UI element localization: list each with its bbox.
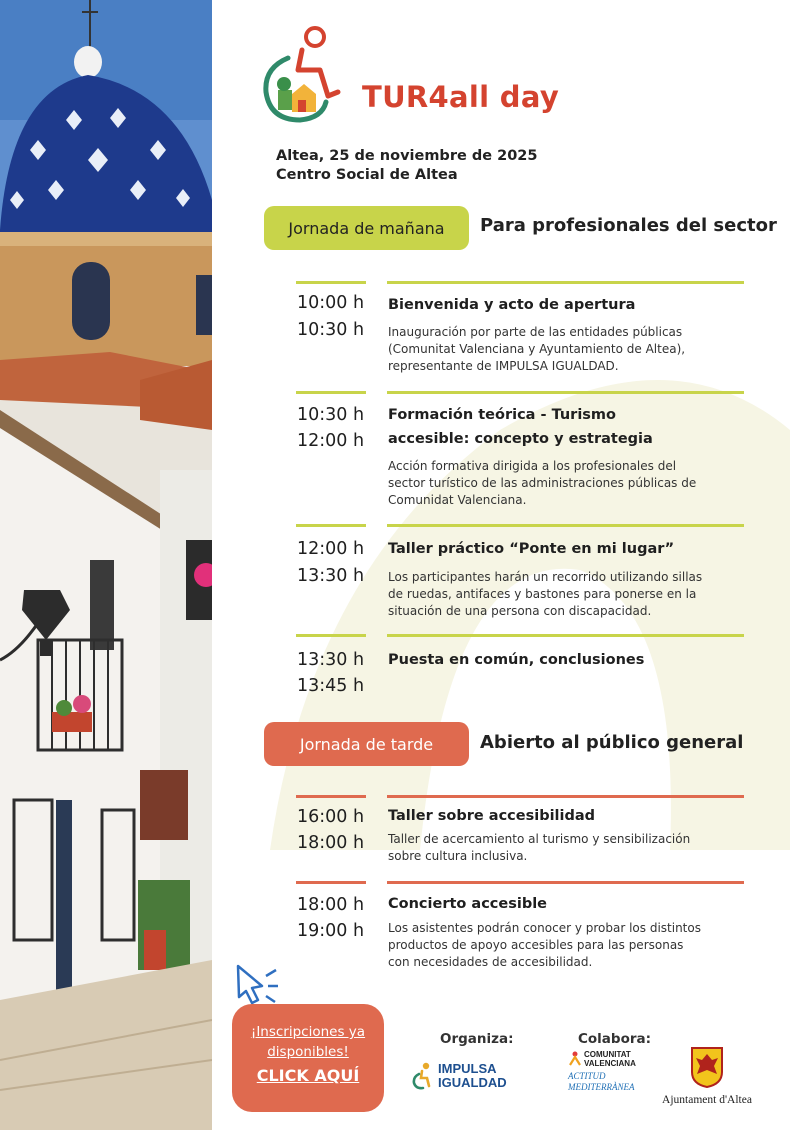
event-end-time: 10:30 h (297, 320, 365, 340)
altea-church-photo (0, 0, 212, 1130)
event-end-time: 18:00 h (297, 833, 365, 853)
divider (387, 634, 744, 637)
event-end-time: 12:00 h (297, 431, 365, 451)
divider (387, 391, 744, 394)
event-start-time: 10:30 h (297, 405, 365, 425)
afternoon-session-pill: Jornada de tarde (264, 722, 469, 766)
morning-audience-heading: Para profesionales del sector (480, 215, 777, 236)
event-start-time: 18:00 h (297, 895, 365, 915)
event-title: Taller práctico “Ponte en mi lugar” (388, 541, 675, 557)
divider (387, 281, 744, 284)
divider (296, 391, 366, 394)
event-title: Concierto accesible (388, 896, 548, 912)
registration-line-2: disponibles! (267, 1044, 349, 1060)
event-start-time: 12:00 h (297, 539, 365, 559)
event-end-time: 19:00 h (297, 921, 365, 941)
divider (387, 881, 744, 884)
event-description: Inauguración por parte de las entidades públicas (Comunitat Valenciana y Ayuntamiento de Altea), representante de IMPULSA IGUALDAD. (388, 325, 686, 373)
click-here-link[interactable]: CLICK AQUÍ (256, 1066, 360, 1085)
event-description: Acción formativa dirigida a los profesionales del sector turístico de las administraciones públicas de Comunidat Valenciana. (388, 459, 697, 507)
colabora-label: Colabora: (578, 1031, 652, 1047)
event-title: Bienvenida y acto de apertura (388, 297, 636, 313)
event-date-place: Altea, 25 de noviembre de 2025 (276, 148, 538, 164)
altea-coat-of-arms-icon (690, 1046, 724, 1088)
event-title: Formación teórica - Turismo accesible: concepto y estrategia (388, 407, 653, 447)
organiza-label: Organiza: (440, 1031, 514, 1047)
impulsa-igualdad-logo: IMPULSA IGUALDAD (412, 1062, 507, 1090)
morning-session-pill: Jornada de mañana (264, 206, 469, 250)
divider (296, 881, 366, 884)
event-start-time: 13:30 h (297, 650, 365, 670)
event-description: Los participantes harán un recorrido utilizando sillas de ruedas, antifaces y bastones para ponerse en la situación de una persona con discapacidad. (388, 570, 703, 618)
divider (296, 281, 366, 284)
afternoon-audience-heading: Abierto al público general (480, 732, 744, 753)
cursor-click-icon (232, 962, 282, 1008)
ajuntament-altea-logo: Ajuntament d'Altea (652, 1046, 762, 1106)
event-end-time: 13:30 h (297, 566, 365, 586)
divider (387, 795, 744, 798)
event-start-time: 10:00 h (297, 293, 365, 313)
event-venue: Centro Social de Altea (276, 167, 458, 183)
event-description: Los asistentes podrán conocer y probar los distintos productos de apoyo accesibles para las personas con necesidades de accesibilidad. (388, 921, 701, 969)
comunitat-valenciana-icon (568, 1051, 582, 1067)
event-end-time: 13:45 h (297, 676, 365, 696)
event-brand-title: TUR4all day (362, 80, 560, 114)
event-description: Taller de acercamiento al turismo y sensibilización sobre cultura inclusiva. (388, 832, 691, 863)
event-title: Taller sobre accesibilidad (388, 808, 596, 824)
divider (296, 795, 366, 798)
divider (296, 524, 366, 527)
divider (387, 524, 744, 527)
tur4all-logo (262, 24, 357, 128)
registration-button[interactable] (232, 1004, 384, 1112)
impulsa-igualdad-icon (412, 1062, 434, 1090)
registration-line-1: ¡Inscripciones ya (250, 1024, 366, 1040)
divider (296, 634, 366, 637)
event-start-time: 16:00 h (297, 807, 365, 827)
comunitat-valenciana-logo: COMUNITAT VALENCIANA ACTITUD MEDITERRÀNEA (568, 1050, 636, 1092)
event-title: Puesta en común, conclusiones (388, 652, 645, 668)
